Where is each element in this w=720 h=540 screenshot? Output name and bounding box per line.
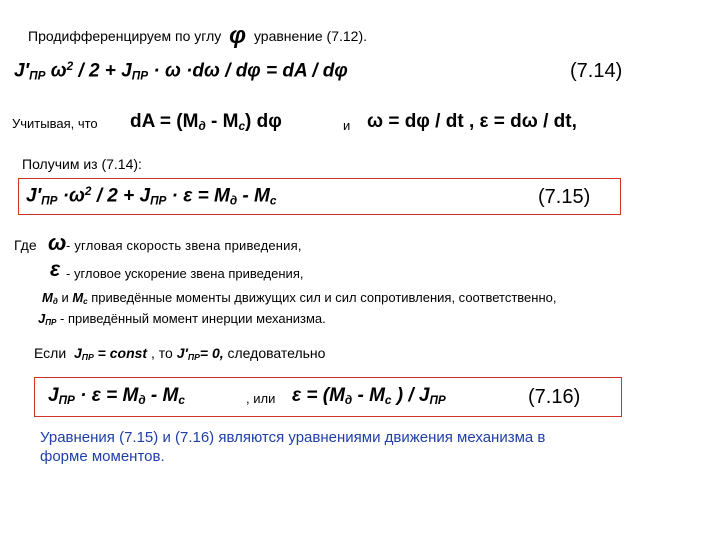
omega-description: - угловая скорость звена приведения, bbox=[66, 238, 302, 253]
obtain-text: Получим из (7.14): bbox=[22, 156, 142, 172]
equation-7-14: $J'_{ПР}$ $\omega^2 / 2 + J_{ПР} \cdot \omega \cdot d\omega / d\varphi$ = dA / dφ bbox=[14, 60, 348, 83]
epsilon-symbol: ε bbox=[50, 258, 61, 281]
epsilon-description: - угловое ускорение звена приведения, bbox=[66, 266, 304, 281]
phi-symbol: φ bbox=[229, 22, 247, 49]
intro-text: Продифференцируем по углу bbox=[28, 28, 222, 44]
equation-7-16-number: (7.16) bbox=[528, 386, 581, 408]
where-label: Где bbox=[14, 237, 37, 253]
considering-label: Учитывая, что bbox=[12, 116, 98, 131]
formula-dA: dA = $(M_д - M_с)$ dφ bbox=[130, 111, 282, 133]
moments-description: $M_д$ и $M_с$ приведённые моменты движущих сил и сил сопротивления, соответственно, bbox=[42, 290, 557, 306]
equation-7-14-number: (7.14) bbox=[570, 60, 623, 82]
condition-line: Если $J_{ПР}$ = const , то $J'_{ПР}= 0$, следовательно bbox=[34, 345, 326, 363]
conclusion-line-1: Уравнения (7.15) и (7.16) являются уравнениями движения механизма в bbox=[40, 429, 546, 446]
equation-7-16-right: $\varepsilon = (M_д - M_с$ ) / $J_{ПР}$ bbox=[292, 385, 446, 407]
or-word: , или bbox=[246, 391, 276, 406]
equation-7-16-left: $J_{ПР} \cdot \varepsilon = M_д - M_с$ bbox=[48, 385, 185, 407]
equation-7-15-number: (7.15) bbox=[538, 186, 591, 208]
omega-symbol: ω bbox=[48, 230, 67, 255]
inertia-description: $J_{ПР}$ - приведённый момент инерции механизма. bbox=[38, 311, 326, 327]
intro-tail: уравнение (7.12). bbox=[253, 28, 368, 44]
formula-omega-epsilon: ω = dφ / dt , ε = dω / dt, bbox=[367, 111, 577, 132]
and-word: и bbox=[343, 118, 351, 133]
equation-7-15: $J'_{ПР} \cdot\omega^2 / 2 + J_{ПР} \cdot \varepsilon = M_д - M_с$ bbox=[26, 185, 277, 208]
conclusion-line-2: форме моментов. bbox=[40, 448, 165, 465]
intro-line bbox=[28, 22, 367, 50]
